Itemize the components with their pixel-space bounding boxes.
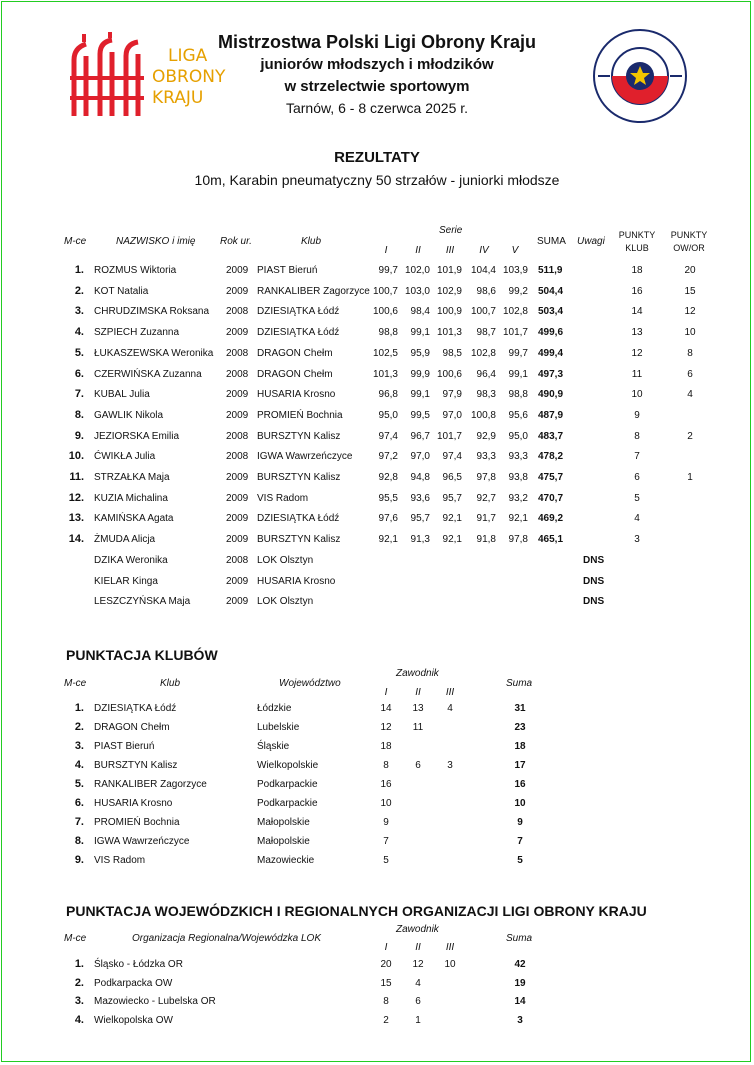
total-score: 504,4 <box>538 285 564 297</box>
place: 10. <box>68 450 84 463</box>
series-4: 91,7 <box>476 513 496 525</box>
region-name: Wielkopolskie <box>257 760 319 771</box>
birth-year: 2008 <box>226 430 249 442</box>
clubs-col-z3: III <box>445 687 455 698</box>
event-title: Mistrzostwa Polski Ligi Obrony Kraju <box>217 32 537 52</box>
series-4: 97,8 <box>476 472 496 483</box>
total-points: 5 <box>517 855 523 866</box>
series-3: 95,7 <box>442 492 462 504</box>
athlete-name: ĆWIKŁA Julia <box>94 451 156 463</box>
place: 7. <box>74 816 84 828</box>
series-3: 102,9 <box>436 285 462 297</box>
place: 9. <box>74 429 84 442</box>
athlete-points-1: 7 <box>383 836 389 847</box>
regions-col-z2: II <box>415 942 421 953</box>
points-club: 18 <box>631 265 643 276</box>
place: 3. <box>74 740 84 752</box>
series-1: 98,8 <box>378 327 398 339</box>
points-club: 5 <box>634 492 640 504</box>
club-name: BURSZTYN Kalisz <box>257 534 341 546</box>
total-points: 31 <box>514 703 526 714</box>
athlete-name: KAMIŃSKA Agata <box>94 513 174 525</box>
series-3: 100,9 <box>436 306 462 318</box>
series-2: 94,8 <box>410 472 430 483</box>
regions-heading: PUNKTACJA WOJEWÓDZKICH I REGIONALNYCH ORGANIZACJI LIGI OBRONY KRAJU <box>66 903 647 919</box>
athlete-points-1: 8 <box>383 760 389 771</box>
col-club: Klub <box>301 236 322 247</box>
club-name: HUSARIA Krosno <box>257 575 336 587</box>
athlete-points-2: 11 <box>412 722 424 733</box>
col-year: Rok ur. <box>220 236 252 247</box>
club-name: DRAGON Chełm <box>257 347 333 359</box>
place: 1. <box>74 958 84 970</box>
results-subheading: 10m, Karabin pneumatyczny 50 strzałów - juniorki młodsze <box>194 172 560 188</box>
athlete-name: STRZAŁKA Maja <box>94 472 170 483</box>
points-club: 4 <box>634 513 640 525</box>
place: 1. <box>74 702 84 714</box>
points-org: 1 <box>687 472 693 483</box>
place: 2. <box>74 721 84 733</box>
col-s3: III <box>445 245 455 256</box>
series-1: 96,8 <box>378 389 398 401</box>
clubs-col-region: Województwo <box>279 678 341 689</box>
birth-year: 2009 <box>226 575 249 587</box>
region-name: Łódzkie <box>257 703 292 714</box>
athlete-points-1: 9 <box>383 817 389 828</box>
club-name: DZIESIĄTKA Łódź <box>257 513 340 525</box>
region-name: Śląskie <box>257 741 290 752</box>
note-badge: DNS <box>583 554 605 566</box>
series-2: 96,7 <box>410 430 430 442</box>
series-1: 100,6 <box>372 306 398 318</box>
athlete-name: ROZMUS Wiktoria <box>94 265 177 276</box>
total-score: 470,7 <box>538 492 564 504</box>
series-2: 99,1 <box>410 327 430 339</box>
points-club: 13 <box>631 327 643 339</box>
points-org: 20 <box>684 265 696 276</box>
birth-year: 2008 <box>226 306 249 318</box>
col-points-club: PUNKTY KLUB <box>618 230 656 253</box>
club-name: LOK Olsztyn <box>257 596 314 608</box>
total-points: 19 <box>514 977 526 989</box>
athlete-name: KOT Natalia <box>94 285 149 297</box>
col-name: NAZWISKO i imię <box>116 236 196 247</box>
birth-year: 2008 <box>226 368 249 380</box>
club-name: DZIESIĄTKA Łódź <box>94 703 177 714</box>
series-1: 92,1 <box>378 534 398 546</box>
place: 12. <box>68 491 84 504</box>
athlete-points-2: 12 <box>412 959 424 970</box>
place: 5. <box>74 778 84 790</box>
series-2: 98,4 <box>410 306 430 318</box>
place: 11. <box>69 471 84 483</box>
athlete-name: KUZIA Michalina <box>94 492 168 504</box>
athlete-points-2: 6 <box>415 996 421 1007</box>
birth-year: 2008 <box>226 451 249 463</box>
series-4: 104,4 <box>470 265 496 276</box>
birth-year: 2009 <box>226 409 249 421</box>
series-4: 98,3 <box>476 389 496 401</box>
birth-year: 2009 <box>226 492 249 504</box>
points-club: 14 <box>631 306 643 318</box>
clubs-col-z1: I <box>384 687 388 698</box>
series-3: 97,0 <box>442 409 462 421</box>
col-s1: I <box>384 245 388 256</box>
series-3: 97,9 <box>442 389 462 401</box>
series-1: 97,6 <box>378 513 398 525</box>
club-name: PIAST Bieruń <box>257 265 318 276</box>
series-5: 99,2 <box>508 285 528 297</box>
birth-year: 2008 <box>226 347 249 359</box>
athlete-points-3: 3 <box>447 760 453 771</box>
series-4: 102,8 <box>470 347 496 359</box>
points-club: 6 <box>634 472 640 483</box>
athlete-points-1: 8 <box>383 996 389 1007</box>
athlete-name: LESZCZYŃSKA Maja <box>94 596 191 608</box>
athlete-name: CZERWIŃSKA Zuzanna <box>94 368 202 380</box>
athlete-name: SZPIECH Zuzanna <box>94 327 180 339</box>
col-s4: IV <box>479 245 489 256</box>
org-name: Wielkopolska OW <box>94 1014 173 1026</box>
athlete-points-3: 10 <box>444 959 456 970</box>
series-4: 92,9 <box>476 430 496 442</box>
series-1: 95,0 <box>378 409 398 421</box>
points-club: 16 <box>631 285 643 297</box>
results-heading: REZULTATY <box>334 149 420 166</box>
place: 4. <box>74 326 84 339</box>
athlete-points-2: 1 <box>415 1014 421 1026</box>
series-5: 92,1 <box>508 513 528 525</box>
series-4: 98,6 <box>476 285 496 297</box>
series-5: 99,1 <box>508 368 528 380</box>
series-2: 97,0 <box>410 451 430 463</box>
place: 7. <box>74 388 84 401</box>
athlete-name: CHRUDZIMSKA Roksana <box>94 306 210 318</box>
club-name: IGWA Wawrzeńczyce <box>94 836 190 847</box>
athlete-points-2: 6 <box>415 760 421 771</box>
place: 14. <box>68 533 84 546</box>
total-points: 3 <box>517 1014 523 1026</box>
birth-year: 2009 <box>226 327 249 339</box>
club-name: DZIESIĄTKA Łódź <box>257 327 340 339</box>
total-score: 503,4 <box>538 306 564 318</box>
athlete-points-1: 20 <box>380 959 392 970</box>
athlete-points-1: 10 <box>380 798 392 809</box>
clubs-col-sum: Suma <box>506 678 533 689</box>
points-club: 12 <box>631 347 643 359</box>
total-points: 17 <box>514 760 526 771</box>
points-club: 7 <box>634 451 640 463</box>
total-score: 483,7 <box>538 430 564 442</box>
series-2: 102,0 <box>404 265 430 276</box>
total-score: 475,7 <box>538 472 564 483</box>
birth-year: 2009 <box>226 596 249 608</box>
regions-col-sum: Suma <box>506 933 533 944</box>
series-1: 100,7 <box>372 285 398 297</box>
series-5: 98,8 <box>508 389 528 401</box>
athlete-points-1: 14 <box>380 703 392 714</box>
series-5: 95,0 <box>508 430 528 442</box>
regions-col-zawodnik: Zawodnik <box>396 924 439 935</box>
birth-year: 2009 <box>226 513 249 525</box>
series-5: 93,3 <box>508 451 528 463</box>
series-1: 101,3 <box>372 368 398 380</box>
series-3: 97,4 <box>442 451 462 463</box>
series-2: 91,3 <box>410 534 430 546</box>
series-2: 103,0 <box>404 285 430 297</box>
points-club: 9 <box>634 409 640 421</box>
total-score: 478,2 <box>538 451 564 463</box>
athlete-name: ŁUKASZEWSKA Weronika <box>94 347 214 359</box>
series-2: 93,6 <box>410 492 430 504</box>
club-name: HUSARIA Krosno <box>257 389 336 401</box>
series-3: 101,7 <box>436 430 462 442</box>
regions-col-z3: III <box>445 942 455 953</box>
club-name: PROMIEŃ Bochnia <box>257 409 343 421</box>
total-points: 23 <box>514 722 526 733</box>
series-4: 91,8 <box>476 534 496 546</box>
series-3: 101,9 <box>436 265 462 276</box>
place: 2. <box>74 284 84 297</box>
series-3: 92,1 <box>442 534 462 546</box>
club-name: BURSZTYN Kalisz <box>94 760 178 771</box>
region-name: Lubelskie <box>257 722 300 733</box>
club-name: RANKALIBER Zagorzyce <box>94 779 207 790</box>
total-points: 42 <box>514 959 526 970</box>
series-2: 95,7 <box>410 513 430 525</box>
total-score: 490,9 <box>538 389 564 401</box>
series-5: 97,8 <box>508 534 528 546</box>
athlete-points-1: 5 <box>383 855 389 866</box>
region-name: Małopolskie <box>257 836 310 847</box>
total-score: 497,3 <box>538 368 564 380</box>
points-club: 3 <box>634 534 640 546</box>
athlete-name: KIELAR Kinga <box>94 575 158 587</box>
clubs-col-club: Klub <box>160 678 181 689</box>
total-points: 14 <box>514 996 526 1007</box>
note-badge: DNS <box>583 575 605 587</box>
points-org: 12 <box>684 306 696 318</box>
athlete-points-1: 2 <box>383 1014 389 1026</box>
total-points: 18 <box>514 741 526 752</box>
region-name: Małopolskie <box>257 817 310 828</box>
series-4: 100,8 <box>470 409 496 421</box>
logo-text: LIGA OBRONY KRAJU <box>152 46 226 108</box>
birth-year: 2009 <box>226 472 249 483</box>
birth-year: 2009 <box>226 285 249 297</box>
place: 4. <box>74 1013 84 1026</box>
clubs-heading: PUNKTACJA KLUBÓW <box>66 647 218 663</box>
total-points: 9 <box>517 817 523 828</box>
series-2: 99,5 <box>410 409 430 421</box>
event-subtitle-2: w strzelectwie sportowym <box>284 78 470 95</box>
points-club: 10 <box>631 389 643 401</box>
series-1: 97,4 <box>378 430 398 442</box>
place: 9. <box>74 854 84 866</box>
col-place: M-ce <box>64 236 87 247</box>
athlete-points-1: 12 <box>380 722 392 733</box>
event-subtitle-1: juniorów młodszych i młodzików <box>260 56 494 73</box>
club-name: PROMIEŃ Bochnia <box>94 817 180 828</box>
place: 3. <box>74 995 84 1007</box>
place: 13. <box>68 512 84 525</box>
club-name: DZIESIĄTKA Łódź <box>257 306 340 318</box>
series-5: 93,2 <box>508 492 528 504</box>
series-5: 101,7 <box>502 327 528 339</box>
birth-year: 2009 <box>226 534 249 546</box>
regions-col-org: Organizacja Regionalna/Wojewódzka LOK <box>132 933 321 944</box>
col-series: Serie <box>439 225 463 236</box>
athlete-points-1: 15 <box>380 977 392 989</box>
points-org: 8 <box>687 347 693 359</box>
series-4: 98,7 <box>476 327 496 339</box>
points-club: 11 <box>631 368 643 380</box>
points-org: 15 <box>684 285 696 297</box>
region-name: Mazowieckie <box>257 855 315 866</box>
place: 4. <box>74 759 84 771</box>
col-sum: SUMA <box>537 236 566 247</box>
event-place-date: Tarnów, 6 - 8 czerwca 2025 r. <box>285 100 469 116</box>
clubs-col-place: M-ce <box>64 678 87 689</box>
total-score: 469,2 <box>538 513 564 525</box>
series-5: 103,9 <box>502 265 528 276</box>
series-1: 102,5 <box>372 347 398 359</box>
col-s2: II <box>415 245 421 256</box>
region-name: Podkarpackie <box>257 779 318 790</box>
athlete-name: DZIKA Weronika <box>94 554 168 566</box>
athlete-points-1: 16 <box>380 779 392 790</box>
total-points: 7 <box>517 836 523 847</box>
series-4: 96,4 <box>476 368 496 380</box>
series-2: 99,1 <box>410 389 430 401</box>
clubs-col-zawodnik: Zawodnik <box>396 668 439 679</box>
regions-col-place: M-ce <box>64 933 87 944</box>
club-name: DRAGON Chełm <box>257 368 333 380</box>
total-points: 10 <box>514 798 526 809</box>
place: 6. <box>74 797 84 809</box>
series-5: 93,8 <box>508 472 528 483</box>
series-2: 95,9 <box>410 347 430 359</box>
points-org: 2 <box>687 430 693 442</box>
col-notes: Uwagi <box>577 236 605 247</box>
series-5: 99,7 <box>508 347 528 359</box>
total-score: 511,9 <box>538 265 563 276</box>
note-badge: DNS <box>583 596 605 608</box>
athlete-points-3: 4 <box>447 703 453 714</box>
org-name: Śląsko - Łódzka OR <box>94 959 183 970</box>
club-name: RANKALIBER Zagorzyce <box>257 285 370 297</box>
club-name: VIS Radom <box>94 855 146 866</box>
series-1: 92,8 <box>378 472 398 483</box>
birth-year: 2009 <box>226 389 249 401</box>
clubs-col-z2: II <box>415 687 421 698</box>
series-1: 97,2 <box>378 451 398 463</box>
total-score: 499,4 <box>538 347 564 359</box>
region-name: Podkarpackie <box>257 798 318 809</box>
total-score: 465,1 <box>538 534 564 546</box>
points-org: 6 <box>687 368 693 380</box>
regions-col-z1: I <box>384 942 388 953</box>
athlete-name: KUBAL Julia <box>94 389 150 401</box>
club-name: BURSZTYN Kalisz <box>257 430 341 442</box>
athlete-points-2: 4 <box>415 977 421 989</box>
total-score: 499,6 <box>538 327 564 339</box>
org-name: Podkarpacka OW <box>94 977 173 989</box>
club-name: VIS Radom <box>257 492 309 504</box>
place: 2. <box>74 976 84 989</box>
series-5: 95,6 <box>508 409 528 421</box>
place: 3. <box>74 305 84 318</box>
club-name: LOK Olsztyn <box>257 554 314 566</box>
series-4: 93,3 <box>476 451 496 463</box>
series-3: 98,5 <box>442 347 462 359</box>
place: 8. <box>74 408 84 421</box>
athlete-name: ŻMUDA Alicja <box>94 534 156 546</box>
series-2: 99,9 <box>410 368 430 380</box>
place: 6. <box>74 367 84 380</box>
series-1: 99,7 <box>378 265 398 276</box>
birth-year: 2008 <box>226 554 249 566</box>
series-3: 100,6 <box>436 368 462 380</box>
series-5: 102,8 <box>502 306 528 318</box>
total-points: 16 <box>514 779 526 790</box>
athlete-points-2: 13 <box>412 703 424 714</box>
birth-year: 2009 <box>226 265 249 276</box>
series-3: 92,1 <box>442 513 462 525</box>
athlete-name: GAWLIK Nikola <box>94 409 164 421</box>
total-score: 487,9 <box>538 409 564 421</box>
points-org: 4 <box>687 389 693 401</box>
series-3: 101,3 <box>436 327 462 339</box>
series-3: 96,5 <box>442 472 462 483</box>
org-name: Mazowiecko - Lubelska OR <box>94 996 216 1007</box>
series-4: 92,7 <box>476 492 496 504</box>
athlete-name: JEZIORSKA Emilia <box>94 430 180 442</box>
athlete-points-1: 18 <box>380 741 392 752</box>
club-name: HUSARIA Krosno <box>94 798 173 809</box>
place: 8. <box>74 835 84 847</box>
club-name: BURSZTYN Kalisz <box>257 472 341 483</box>
points-club: 8 <box>634 430 640 442</box>
series-1: 95,5 <box>378 492 398 504</box>
club-name: PIAST Bieruń <box>94 741 155 752</box>
series-4: 100,7 <box>470 306 496 318</box>
points-org: 10 <box>684 327 696 339</box>
club-name: IGWA Wawrzeńczyce <box>257 451 353 463</box>
col-s5: V <box>511 245 519 256</box>
place: 1. <box>74 264 84 276</box>
col-points-org: PUNKTY OW/OR <box>670 230 708 253</box>
place: 5. <box>74 346 84 359</box>
club-name: DRAGON Chełm <box>94 722 170 733</box>
